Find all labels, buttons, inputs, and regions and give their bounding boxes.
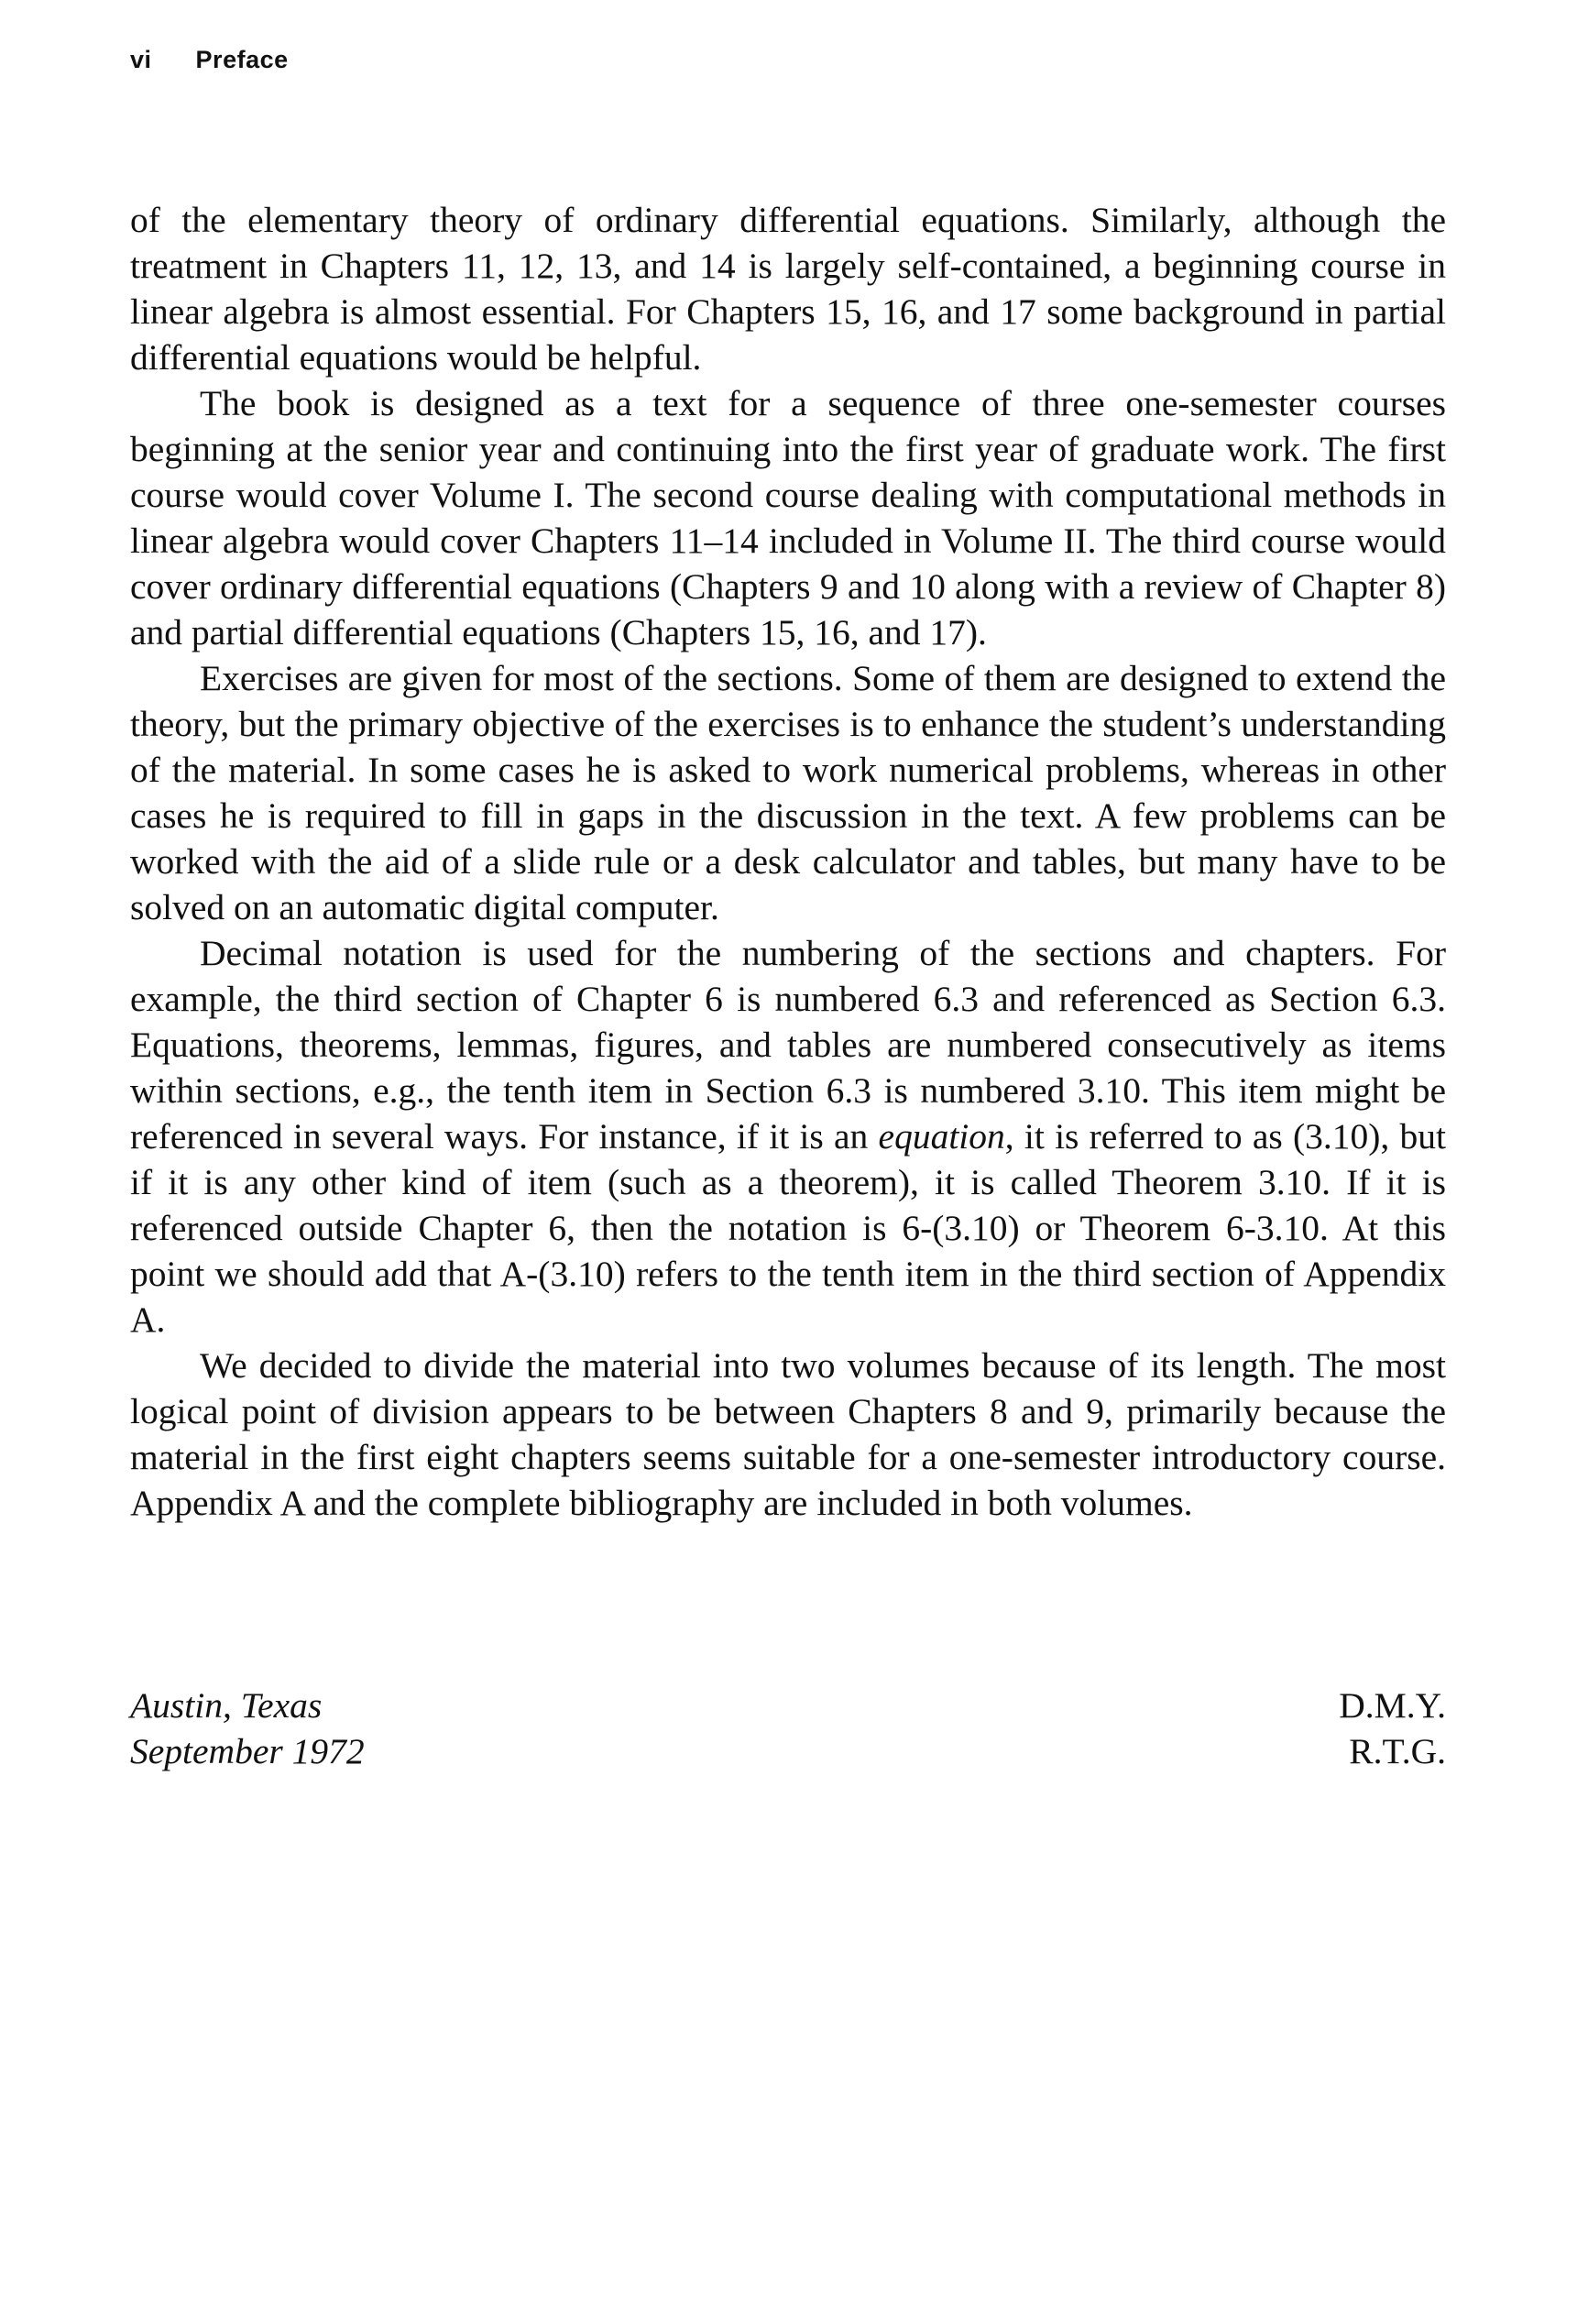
paragraph-3: Exercises are given for most of the sections. Some of them are designed to extend the theory, but the primary objective of the exercises is to enhance the student’s understanding of the material. In some cases he is asked to work numerical problems, whereas in other cases he is required to fill in gaps in the discussion in the text. A few problems can be worked with the aid of a slide rule or a desk calculator and tables, but many have to be solved on an automatic digital computer. <box>130 658 1446 927</box>
author-initials <box>1339 1683 1446 1774</box>
paragraph-5: We decided to divide the material into two volumes because of its length. The most logical point of division appears to be between Chapters 8 and 9, primarily because the material in the first eight chapters seems suitable for a one-semester introductory course. Appendix A and the complete bibliography are included in both volumes. <box>130 1345 1446 1523</box>
paragraph-2: The book is designed as a text for a sequence of three one-semester courses beginning at the senior year and continuing into the first year of graduate work. The first course would cover Volume I. The second course dealing with computational methods in linear algebra would cover Chapters 11–14 included in Volume II. The third course would cover ordinary differential equations (Chapters 9 and 10 along with a review of Chapter 8) and partial differential equations (Chapters 15, 16, and 17). <box>130 383 1446 652</box>
page-number: vi <box>130 46 152 73</box>
date: September 1972 <box>130 1731 365 1771</box>
signature-block <box>130 1683 1446 1774</box>
author-initials-2: R.T.G. <box>1349 1731 1446 1771</box>
running-head-title: Preface <box>195 46 289 73</box>
place: Austin, Texas <box>130 1685 323 1726</box>
place-date <box>130 1683 365 1774</box>
paragraph-4 <box>130 930 1446 1343</box>
paragraph-4-part-2: , it is referred to as (3.10), but if it is any other kind of item (such as a theorem), it is called Theorem 3.10. If it is referenced outside Chapter 6, then the notation is 6-(3.10) or Theorem 6-3.10. At this point we should add that A-(3.10) refers to the tenth item in the third section of Appendix A. <box>130 1116 1446 1340</box>
paragraph-4-part-1: Decimal notation is used for the numbering of the sections and chapters. For example, the third section of Chapter 6 is numbered 6.3 and referenced as Section 6.3. Equations, theorems, lemmas, figures, and tables are numbered consecutively as items within sections, e.g., the tenth item in Section 6.3 is numbered 3.10. This item might be referenced in several ways. For instance, if it is an <box>130 933 1446 1157</box>
paragraph-1: of the elementary theory of ordinary differential equations. Similarly, although the treatment in Chapters 11, 12, 13, and 14 is largely self-contained, a beginning course in linear algebra is almost essential. For Chapters 15, 16, and 17 some background in partial differential equations would be helpful. <box>130 200 1446 378</box>
author-initials-1: D.M.Y. <box>1339 1685 1446 1726</box>
equation-emphasis: equation <box>878 1116 1005 1157</box>
running-head <box>130 46 289 74</box>
preface-body <box>130 197 1446 1526</box>
